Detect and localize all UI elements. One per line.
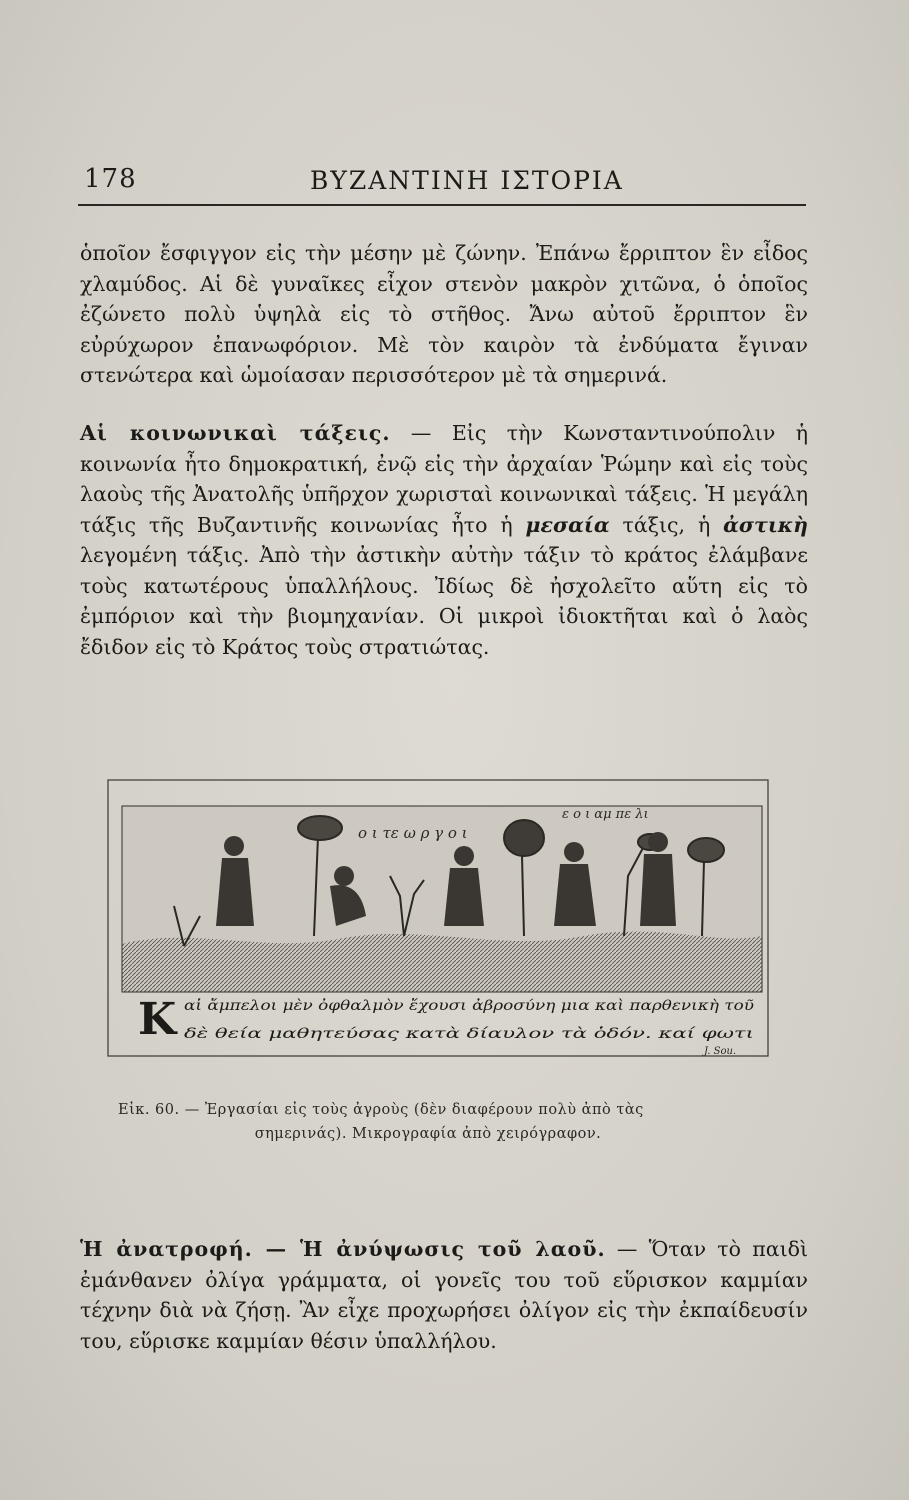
- figure-caption: [118, 1098, 778, 1146]
- paragraph-upbringing-text: — Ὅταν τὸ παιδὶ ἐμάνθανεν ὀλίγα γράμματα, οἱ γονεῖς του τοῦ εὕρισκον καμμίαν τέχνην διὰ νὰ ζήσῃ. Ἂν εἶχε προχωρήσει ὀλίγον εἰς τὴν ἐκπαίδευσίν του, εὕρισκε καμμίαν θέσιν ὑπαλλήλου.: [80, 1237, 808, 1353]
- paragraph-clothing: [80, 238, 808, 391]
- paragraph-social-classes-text-b: τάξις, ἡ: [609, 512, 724, 537]
- paragraph-social-classes: [80, 418, 808, 662]
- section-heading-social-classes: Αἱ κοινωνικαὶ τάξεις.: [80, 421, 391, 445]
- ground-band: [122, 931, 762, 992]
- ms-signature: J. Sou.: [704, 1046, 737, 1057]
- ms-label-right: ε ο ι αμ πε λι: [562, 807, 649, 822]
- term-mesaia: μεσαία: [525, 512, 610, 537]
- ms-text-line-2: δὲ θεία μαθητεύσας κατὰ δίαυλον τὰ ὁδόν. καί φωτι: [184, 1026, 560, 1042]
- term-astiki: ἀστικὴ: [723, 512, 809, 537]
- ms-initial-letter: Κ: [138, 994, 177, 1045]
- ms-text-line-1: αἱ ἄμπελοι μὲν ὀφθαλμὸν ἔχουσι ἀβροσύνη μια καὶ παρθενικὴ τοῦ: [184, 998, 658, 1014]
- figure-miniature: [104, 776, 774, 1062]
- paragraph-clothing-text: ὁποῖον ἔσφιγγον εἰς τὴν μέσην μὲ ζώνην. Ἐπάνω ἔρριπτον ἓν εἶδος χλαμύδος. Αἱ δὲ γυναῖκες εἶχον στενὸν μακρὸν χιτῶνα, ὁ ὁποῖος ἐζώνετο πολὺ ὑψηλὰ εἰς τὸ στῆθος. Ἄνω αὐτοῦ ἔρριπτον ἓν εὐρύχωρον ἐπανωφόριον. Μὲ τὸν καιρὸν τὰ ἐνδύματα ἔγιναν στενώτερα καὶ ὡμοίασαν περισσότερον μὲ τὰ σημερινά.: [80, 241, 808, 387]
- caption-line-1: Εἰκ. 60. — Ἐργασίαι εἰς τοὺς ἀγροὺς (δὲν διαφέρουν πολὺ ἀπὸ τὰς: [118, 1102, 644, 1118]
- page-number: 178: [84, 164, 137, 194]
- paragraph-social-classes-text-a: — Εἰς τὴν Κωνσταντινούπολιν ἡ κοινωνία ἦτο δημοκρατική, ἐνῷ εἰς τὴν ἀρχαίαν Ῥώμην καὶ εἰς τοὺς λαοὺς τῆς Ἀνατολῆς ὑπῆρχον χωρισταὶ κοινωνικαὶ τάξεις. Ἡ μεγάλη τάξις τῆς Βυζαντινῆς κοινωνίας ἦτο ἡ: [80, 421, 808, 537]
- paragraph-social-classes-text-c: λεγομένη τάξις. Ἀπὸ τὴν ἀστικὴν αὐτὴν τάξιν τὸ κράτος ἐλάμβανε τοὺς κατωτέρους ὑπαλλήλους. Ἰδίως δὲ ἠσχολεῖτο αὕτη εἰς τὸ ἐμπόριον καὶ τὴν βιομηχανίαν. Οἱ μικροὶ ἰδιοκτῆται καὶ ὁ λαὸς ἔδιδον εἰς τὸ Κράτος τοὺς στρατιώτας.: [80, 543, 808, 659]
- ms-label-top: ο ι τε ω ρ γ ο ι: [358, 824, 468, 842]
- running-title: ΒΥΖΑΝΤΙΝΗ ΙΣΤΟΡΙΑ: [310, 166, 624, 195]
- section-heading-upbringing: Ἡ ἀνατροφή. — Ἡ ἀνύψωσις τοῦ λαοῦ.: [80, 1237, 606, 1261]
- paragraph-upbringing: [80, 1234, 808, 1356]
- miniature-illustration: [104, 776, 774, 1062]
- caption-line-2: σημερινάς). Μικρογραφία ἀπὸ χειρόγραφον.: [254, 1126, 602, 1142]
- page-header: [78, 158, 806, 206]
